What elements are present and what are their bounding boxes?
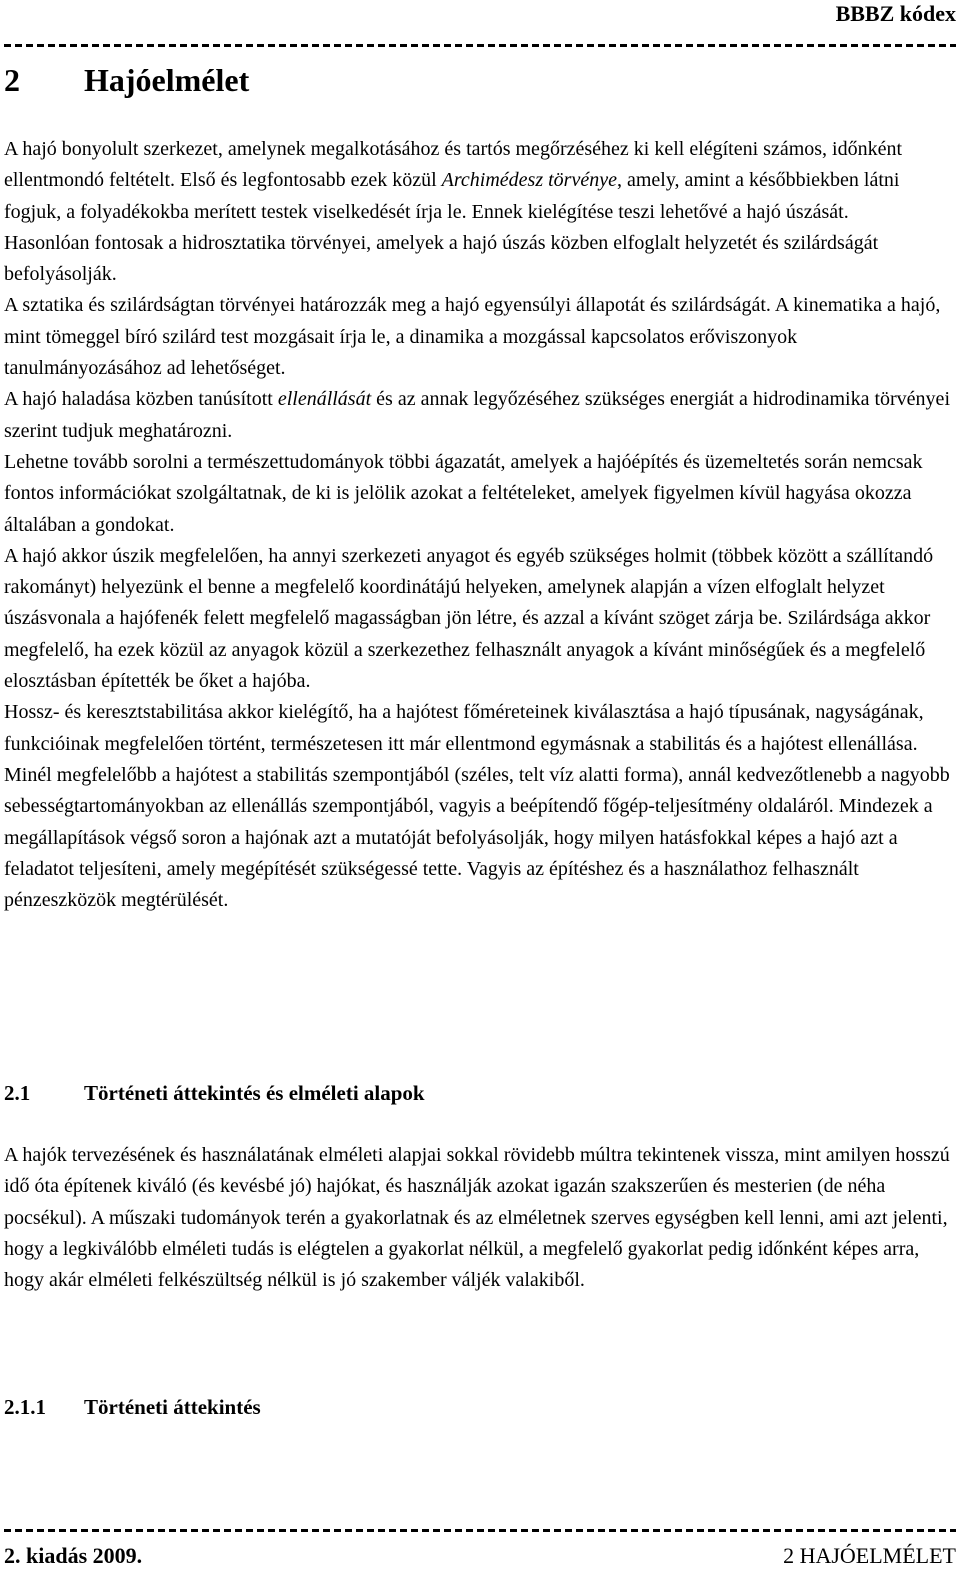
emphasis-archimedes-law: Archimédesz törvénye bbox=[441, 169, 617, 192]
section-title: Történeti áttekintés bbox=[84, 1395, 261, 1419]
chapter-heading bbox=[4, 58, 249, 102]
paragraph bbox=[4, 134, 956, 228]
paragraph: A hajó akkor úszik megfelelően, ha annyi szerkezeti anyagot és egyéb szükséges holmit (többek között a szállítandó rakományt) helyezünk el benne a megfelelő koordinátájú helyeken, amelynek alapján a vízen elfoglalt helyzet úszásvonala a hajófenék felett megfelelő magasságban jön létre, és azzal a kívánt szöget zárja be. Szilárdsága akkor megfelelő, ha ezek közül az anyagok közül a szerkezethez felhasznált anyagok a kívánt minőségűek és a megfelelő elosztásban építették be őket a hajóba. bbox=[4, 544, 934, 693]
paragraph bbox=[4, 384, 956, 447]
chapter-number: 2 bbox=[4, 62, 20, 98]
paragraph: A hajók tervezésének és használatának elméleti alapjai sokkal rövidebb múltra tekintenek vissza, mint amilyen hosszú idő óta építenek kiváló (és kevésbé jó) hajókat, és használják azokat igazán szakszerűen és mesterien (de néha pocsékul). A műszaki tudományok terén a gyakorlatnak és az elméletnek szerves egységben kell lenni, ami azt jelenti, hogy a legkiválóbb elméleti tudás is elégtelen a gyakorlat nélkül, a megfelelő gyakorlat pedig időnként képes arra, hogy akár elméleti felkészültség nélkül is jó szakember váljék valakiből. bbox=[4, 1144, 950, 1292]
paragraph-text: A hajó haladása közben tanúsított bbox=[4, 388, 278, 411]
paragraph: Hossz- és keresztstabilitása akkor kielégítő, ha a hajótest főméreteinek kiválasztása a hajó típusának, nagyságának, funkcióinak megfelelően történt, természetesen itt már ellentmond egymásnak a stabilitás és a hajótest ellenállása. Minél megfelelőbb a hajótest a stabilitás szempontjából (széles, telt víz alatti forma), annál kedvezőtlenebb a nagyobb sebességtartományokban az ellenállás szempontjából, vagyis a beépítendő főgép-teljesítmény oldaláról. Mindezek a megállapítások végső soron a hajónak azt a mutatóját befolyásolják, hogy milyen hatásfokkal képes a hajó azt a feladatot teljesíteni, amely megépítését szükségessé tette. Vagyis az építéshez és a használathoz felhasznált pénzeszközök megtérülését. bbox=[4, 701, 950, 912]
footer-edition: 2. kiadás 2009. bbox=[4, 1543, 143, 1568]
paragraph-text: A hajó bonyolult szerkezet, amelynek megalkotásához és tartós megőrzéséhez ki kell elégíteni számos, időnként ellentmondó feltételt. Első és legfontosabb ezek közül bbox=[4, 138, 903, 192]
paragraph: A sztatika és szilárdságtan törvényei határozzák meg a hajó egyensúlyi állapotát és szilárdságát. A kinematika a hajó, mint tömeggel bíró szilárd test mozgásait írja le, a dinamika a mozgással kapcsolatos erőviszonyok tanulmányozásához ad lehetőséget. bbox=[4, 294, 941, 380]
section-number: 2.1.1 bbox=[4, 1395, 46, 1419]
chapter-intro bbox=[4, 134, 956, 916]
section-heading-2-1-1 bbox=[4, 1392, 261, 1422]
emphasis-resistance: ellenállását bbox=[277, 388, 372, 411]
chapter-title: Hajóelmélet bbox=[84, 62, 250, 98]
section-title: Történeti áttekintés és elméleti alapok bbox=[84, 1081, 425, 1105]
paragraph: Hasonlóan fontosak a hidrosztatika törvényei, amelyek a hajó úszás közben elfoglalt helyzetét és szilárdságát befolyásolják. bbox=[4, 231, 879, 286]
section-heading-2-1 bbox=[4, 1078, 425, 1108]
footer-divider bbox=[4, 1529, 956, 1532]
section-number: 2.1 bbox=[4, 1081, 31, 1105]
header-divider bbox=[4, 44, 956, 47]
footer-chapter-ref: 2 HAJÓELMÉLET bbox=[783, 1543, 956, 1568]
paragraph-text: , amely, amint a későbbiekben látni fogjuk, a folyadékokba merített testek viselkedését írja le. Ennek kielégítése teszi lehetővé a hajó úszását. bbox=[4, 169, 900, 223]
header-code: BBBZ kódex bbox=[835, 1, 956, 26]
section-2-1-body bbox=[4, 1140, 956, 1296]
paragraph: Lehetne tovább sorolni a természettudományok többi ágazatát, amelyek a hajóépítés és üzemeltetés során nemcsak fontos információkat szolgáltatnak, de ki is jelölik azokat a feltételeket, amelyek figyelmen kívül hagyása okozza általában a gondokat. bbox=[4, 450, 923, 536]
paragraph-text: és az annak legyőzéséhez szükséges energiát a hidrodinamika törvényei szerint tudjuk meghatározni. bbox=[4, 388, 950, 442]
